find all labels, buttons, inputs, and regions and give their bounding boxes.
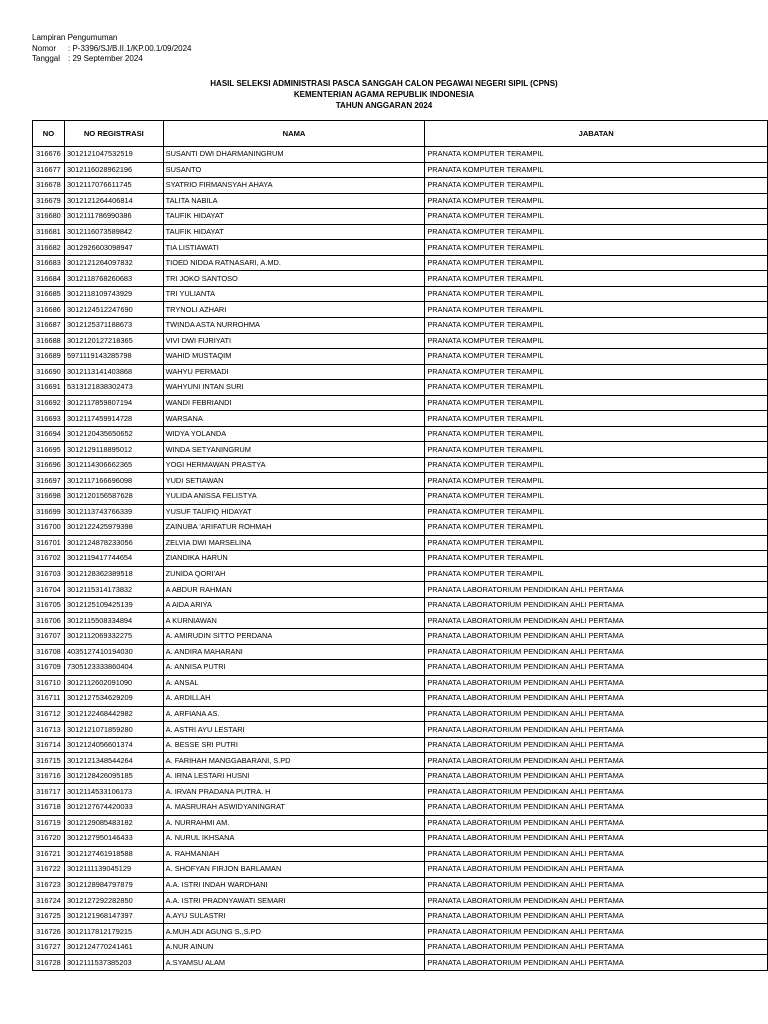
row-registration: 7305123333860404 <box>64 660 163 676</box>
header-nama: NAMA <box>163 121 425 147</box>
row-name: ZELVIA DWI MARSELINA <box>163 535 425 551</box>
row-no: 316713 <box>33 722 65 738</box>
row-name: TRI JOKO SANTOSO <box>163 271 425 287</box>
row-no: 316720 <box>33 831 65 847</box>
table-row <box>33 271 768 287</box>
table-row <box>33 302 768 318</box>
row-name: A.A. ISTRI PRADNYAWATI SEMARI <box>163 893 425 909</box>
row-registration: 3012122425979398 <box>64 520 163 536</box>
table-row <box>33 473 768 489</box>
table-row <box>33 333 768 349</box>
row-registration: 3012113743766339 <box>64 504 163 520</box>
row-position: PRANATA LABORATORIUM PENDIDIKAN AHLI PERTAMA <box>425 877 768 893</box>
row-position: PRANATA KOMPUTER TERAMPIL <box>425 162 768 178</box>
row-position: PRANATA LABORATORIUM PENDIDIKAN AHLI PERTAMA <box>425 893 768 909</box>
row-registration: 3012112602091090 <box>64 675 163 691</box>
row-name: TAUFIK HIDAYAT <box>163 224 425 240</box>
table-row <box>33 178 768 194</box>
row-no: 316680 <box>33 209 65 225</box>
row-no: 316697 <box>33 473 65 489</box>
table-body <box>33 147 768 971</box>
row-no: 316688 <box>33 333 65 349</box>
row-no: 316723 <box>33 877 65 893</box>
row-name: ZIANDIKA HARUN <box>163 551 425 567</box>
row-position: PRANATA LABORATORIUM PENDIDIKAN AHLI PERTAMA <box>425 582 768 598</box>
attachment-title: Lampiran Pengumuman <box>32 33 118 42</box>
row-no: 316687 <box>33 318 65 334</box>
nomor-label: Nomor <box>32 43 57 53</box>
row-registration: 3012124512247690 <box>64 302 163 318</box>
row-registration: 3012116073589842 <box>64 224 163 240</box>
row-registration: 3012124878233056 <box>64 535 163 551</box>
table-row <box>33 784 768 800</box>
row-name: A AIDA ARIYA <box>163 597 425 613</box>
row-no: 316701 <box>33 535 65 551</box>
row-registration: 3012926603098947 <box>64 240 163 256</box>
row-registration: 3012111537385203 <box>64 955 163 971</box>
row-position: PRANATA LABORATORIUM PENDIDIKAN AHLI PERTAMA <box>425 815 768 831</box>
table-row <box>33 862 768 878</box>
table-row <box>33 209 768 225</box>
row-no: 316686 <box>33 302 65 318</box>
row-position: PRANATA KOMPUTER TERAMPIL <box>425 535 768 551</box>
row-registration: 3012117166696098 <box>64 473 163 489</box>
row-position: PRANATA LABORATORIUM PENDIDIKAN AHLI PERTAMA <box>425 597 768 613</box>
table-row <box>33 147 768 163</box>
row-no: 316711 <box>33 691 65 707</box>
row-registration: 3012121968147397 <box>64 908 163 924</box>
table-row <box>33 613 768 629</box>
row-position: PRANATA KOMPUTER TERAMPIL <box>425 364 768 380</box>
row-position: PRANATA KOMPUTER TERAMPIL <box>425 411 768 427</box>
row-registration: 3012117859807194 <box>64 395 163 411</box>
row-no: 316694 <box>33 426 65 442</box>
row-name: A. ANNISA PUTRI <box>163 660 425 676</box>
table-row <box>33 255 768 271</box>
row-registration: 4035127410194030 <box>64 644 163 660</box>
row-position: PRANATA KOMPUTER TERAMPIL <box>425 520 768 536</box>
row-registration: 3012117459914728 <box>64 411 163 427</box>
row-name: TIOED NIDDA RATNASARI, A.MD. <box>163 255 425 271</box>
table-row <box>33 162 768 178</box>
row-no: 316705 <box>33 597 65 613</box>
row-name: WAHID MUSTAQIM <box>163 349 425 365</box>
row-name: SUSANTO <box>163 162 425 178</box>
table-row <box>33 846 768 862</box>
row-no: 316677 <box>33 162 65 178</box>
row-position: PRANATA LABORATORIUM PENDIDIKAN AHLI PERTAMA <box>425 722 768 738</box>
row-no: 316716 <box>33 768 65 784</box>
row-position: PRANATA KOMPUTER TERAMPIL <box>425 209 768 225</box>
row-name: YOGI HERMAWAN PRASTYA <box>163 457 425 473</box>
row-no: 316685 <box>33 286 65 302</box>
table-row <box>33 597 768 613</box>
row-no: 316718 <box>33 799 65 815</box>
row-position: PRANATA KOMPUTER TERAMPIL <box>425 457 768 473</box>
table-row <box>33 660 768 676</box>
row-position: PRANATA LABORATORIUM PENDIDIKAN AHLI PERTAMA <box>425 691 768 707</box>
row-registration: 3012127534629209 <box>64 691 163 707</box>
tanggal-line <box>32 54 192 65</box>
header-jabatan: JABATAN <box>425 121 768 147</box>
row-registration: 5313121838302473 <box>64 380 163 396</box>
row-no: 316726 <box>33 924 65 940</box>
row-position: PRANATA KOMPUTER TERAMPIL <box>425 380 768 396</box>
table-row <box>33 628 768 644</box>
row-name: SUSANTI DWI DHARMANINGRUM <box>163 147 425 163</box>
row-registration: 3012121047532519 <box>64 147 163 163</box>
row-registration: 3012111139045129 <box>64 862 163 878</box>
table-row <box>33 691 768 707</box>
row-position: PRANATA KOMPUTER TERAMPIL <box>425 473 768 489</box>
row-registration: 3012113141403868 <box>64 364 163 380</box>
row-position: PRANATA LABORATORIUM PENDIDIKAN AHLI PERTAMA <box>425 644 768 660</box>
header-no: NO <box>33 121 65 147</box>
row-position: PRANATA LABORATORIUM PENDIDIKAN AHLI PERTAMA <box>425 846 768 862</box>
table-row <box>33 924 768 940</box>
row-name: ZAINUBA 'ARIFATUR ROHMAH <box>163 520 425 536</box>
row-no: 316721 <box>33 846 65 862</box>
row-name: TWINDA ASTA NURROHMA <box>163 318 425 334</box>
row-position: PRANATA KOMPUTER TERAMPIL <box>425 147 768 163</box>
row-name: A. NURRAHMI AM. <box>163 815 425 831</box>
row-position: PRANATA KOMPUTER TERAMPIL <box>425 395 768 411</box>
heading-line-2: KEMENTERIAN AGAMA REPUBLIK INDONESIA <box>293 90 475 99</box>
table-row <box>33 411 768 427</box>
table-row <box>33 489 768 505</box>
row-name: A. BESSE SRI PUTRI <box>163 737 425 753</box>
nomor-line <box>32 44 192 55</box>
row-name: YUDI SETIAWAN <box>163 473 425 489</box>
table-row <box>33 426 768 442</box>
table-row <box>33 722 768 738</box>
row-name: WAHYU PERMADI <box>163 364 425 380</box>
row-position: PRANATA KOMPUTER TERAMPIL <box>425 349 768 365</box>
table-row <box>33 753 768 769</box>
row-position: PRANATA LABORATORIUM PENDIDIKAN AHLI PERTAMA <box>425 660 768 676</box>
document-meta <box>32 33 192 65</box>
row-name: TRYNOLI AZHARI <box>163 302 425 318</box>
row-no: 316708 <box>33 644 65 660</box>
tanggal-value: : 29 September 2024 <box>68 54 143 63</box>
row-name: A. ARFIANA AS. <box>163 706 425 722</box>
row-position: PRANATA LABORATORIUM PENDIDIKAN AHLI PERTAMA <box>425 831 768 847</box>
row-position: PRANATA LABORATORIUM PENDIDIKAN AHLI PERTAMA <box>425 613 768 629</box>
row-name: YUSUF TAUFIQ HIDAYAT <box>163 504 425 520</box>
table-row <box>33 768 768 784</box>
row-position: PRANATA KOMPUTER TERAMPIL <box>425 302 768 318</box>
row-no: 316689 <box>33 349 65 365</box>
row-name: A.MUH.ADI AGUNG S.,S.PD <box>163 924 425 940</box>
row-name: ZUNIDA QORI'AH <box>163 566 425 582</box>
header-no-registrasi: NO REGISTRASI <box>64 121 163 147</box>
row-position: PRANATA KOMPUTER TERAMPIL <box>425 442 768 458</box>
nomor-value: : P-3396/SJ/B.II.1/KP.00.1/09/2024 <box>68 43 192 53</box>
row-position: PRANATA KOMPUTER TERAMPIL <box>425 178 768 194</box>
row-no: 316712 <box>33 706 65 722</box>
row-no: 316725 <box>33 908 65 924</box>
row-position: PRANATA LABORATORIUM PENDIDIKAN AHLI PERTAMA <box>425 675 768 691</box>
row-position: PRANATA LABORATORIUM PENDIDIKAN AHLI PERTAMA <box>425 784 768 800</box>
row-no: 316693 <box>33 411 65 427</box>
table-row <box>33 349 768 365</box>
table-row <box>33 364 768 380</box>
row-name: WARSANA <box>163 411 425 427</box>
row-name: YULIDA ANISSA FELISTYA <box>163 489 425 505</box>
row-position: PRANATA LABORATORIUM PENDIDIKAN AHLI PERTAMA <box>425 862 768 878</box>
table-row <box>33 939 768 955</box>
row-name: A. SHOFYAN FIRJON BARLAMAN <box>163 862 425 878</box>
row-registration: 3012122468442982 <box>64 706 163 722</box>
row-name: A. IRVAN PRADANA PUTRA. H <box>163 784 425 800</box>
table-row <box>33 831 768 847</box>
row-registration: 3012121071859280 <box>64 722 163 738</box>
row-registration: 3012124770241461 <box>64 939 163 955</box>
row-position: PRANATA KOMPUTER TERAMPIL <box>425 318 768 334</box>
row-position: PRANATA LABORATORIUM PENDIDIKAN AHLI PERTAMA <box>425 768 768 784</box>
row-registration: 3012118768260683 <box>64 271 163 287</box>
row-position: PRANATA LABORATORIUM PENDIDIKAN AHLI PERTAMA <box>425 955 768 971</box>
table-row <box>33 240 768 256</box>
row-name: A.A. ISTRI INDAH WARDHANI <box>163 877 425 893</box>
row-registration: 3012128984797879 <box>64 877 163 893</box>
row-name: A. AMIRUDIN SITTO PERDANA <box>163 628 425 644</box>
row-position: PRANATA LABORATORIUM PENDIDIKAN AHLI PERTAMA <box>425 924 768 940</box>
row-no: 316709 <box>33 660 65 676</box>
row-name: A. FARIHAH MANGGABARANI, S.PD <box>163 753 425 769</box>
table-row <box>33 551 768 567</box>
table-row <box>33 380 768 396</box>
table-row <box>33 815 768 831</box>
row-name: WAHYUNI INTAN SURI <box>163 380 425 396</box>
row-no: 316714 <box>33 737 65 753</box>
row-registration: 3012125109425139 <box>64 597 163 613</box>
row-name: A. ASTRI AYU LESTARI <box>163 722 425 738</box>
table-row <box>33 520 768 536</box>
table-row <box>33 442 768 458</box>
row-registration: 5971119143285798 <box>64 349 163 365</box>
row-no: 316682 <box>33 240 65 256</box>
document-heading <box>0 78 768 111</box>
table-row <box>33 737 768 753</box>
row-name: WIDYA YOLANDA <box>163 426 425 442</box>
row-registration: 3012127674420033 <box>64 799 163 815</box>
row-no: 316678 <box>33 178 65 194</box>
row-no: 316676 <box>33 147 65 163</box>
row-name: WINDA SETYANINGRUM <box>163 442 425 458</box>
row-no: 316727 <box>33 939 65 955</box>
row-registration: 3012114533106173 <box>64 784 163 800</box>
row-no: 316728 <box>33 955 65 971</box>
row-registration: 3012120435650652 <box>64 426 163 442</box>
heading-line-1: HASIL SELEKSI ADMINISTRASI PASCA SANGGAH CALON PEGAWAI NEGERI SIPIL (CPNS) <box>210 79 558 88</box>
table-row <box>33 566 768 582</box>
row-position: PRANATA KOMPUTER TERAMPIL <box>425 286 768 302</box>
row-registration: 3012121264097832 <box>64 255 163 271</box>
table-row <box>33 908 768 924</box>
row-position: PRANATA LABORATORIUM PENDIDIKAN AHLI PERTAMA <box>425 628 768 644</box>
row-registration: 3012115314173832 <box>64 582 163 598</box>
row-registration: 3012121264406814 <box>64 193 163 209</box>
row-name: TRI YULIANTA <box>163 286 425 302</box>
row-name: VIVI DWI FIJRIYATI <box>163 333 425 349</box>
table-row <box>33 535 768 551</box>
row-position: PRANATA KOMPUTER TERAMPIL <box>425 489 768 505</box>
row-registration: 3012118109743929 <box>64 286 163 302</box>
row-no: 316703 <box>33 566 65 582</box>
row-position: PRANATA LABORATORIUM PENDIDIKAN AHLI PERTAMA <box>425 706 768 722</box>
row-registration: 3012129085483182 <box>64 815 163 831</box>
row-position: PRANATA LABORATORIUM PENDIDIKAN AHLI PERTAMA <box>425 939 768 955</box>
table-row <box>33 395 768 411</box>
row-position: PRANATA KOMPUTER TERAMPIL <box>425 551 768 567</box>
row-registration: 3012127292282850 <box>64 893 163 909</box>
row-registration: 3012117076611745 <box>64 178 163 194</box>
row-registration: 3012127461918588 <box>64 846 163 862</box>
table-row <box>33 955 768 971</box>
row-registration: 3012119417744654 <box>64 551 163 567</box>
row-position: PRANATA KOMPUTER TERAMPIL <box>425 271 768 287</box>
row-name: A. IRNA LESTARI HUSNI <box>163 768 425 784</box>
row-no: 316690 <box>33 364 65 380</box>
row-name: A ABDUR RAHMAN <box>163 582 425 598</box>
tanggal-label: Tanggal <box>32 54 61 63</box>
row-name: A. MASRURAH ASWIDYANINGRAT <box>163 799 425 815</box>
row-registration: 3012112069332275 <box>64 628 163 644</box>
row-position: PRANATA KOMPUTER TERAMPIL <box>425 504 768 520</box>
row-name: A. ARDILLAH <box>163 691 425 707</box>
table-row <box>33 286 768 302</box>
row-name: A.SYAMSU ALAM <box>163 955 425 971</box>
row-registration: 3012121348544264 <box>64 753 163 769</box>
row-no: 316679 <box>33 193 65 209</box>
row-position: PRANATA KOMPUTER TERAMPIL <box>425 255 768 271</box>
row-registration: 3012127950146433 <box>64 831 163 847</box>
row-position: PRANATA LABORATORIUM PENDIDIKAN AHLI PERTAMA <box>425 737 768 753</box>
table-row <box>33 799 768 815</box>
row-no: 316717 <box>33 784 65 800</box>
row-position: PRANATA KOMPUTER TERAMPIL <box>425 193 768 209</box>
row-name: A. RAHMANIAH <box>163 846 425 862</box>
row-position: PRANATA KOMPUTER TERAMPIL <box>425 566 768 582</box>
table-row <box>33 706 768 722</box>
row-registration: 3012128362389518 <box>64 566 163 582</box>
table-row <box>33 318 768 334</box>
row-position: PRANATA KOMPUTER TERAMPIL <box>425 224 768 240</box>
row-registration: 3012128426095185 <box>64 768 163 784</box>
row-no: 316710 <box>33 675 65 691</box>
row-no: 316691 <box>33 380 65 396</box>
table-header-row <box>33 121 768 147</box>
row-name: A. ANDIRA MAHARANI <box>163 644 425 660</box>
table-row <box>33 504 768 520</box>
row-no: 316683 <box>33 255 65 271</box>
table-row <box>33 893 768 909</box>
row-registration: 3012114306662365 <box>64 457 163 473</box>
row-no: 316681 <box>33 224 65 240</box>
row-name: A.AYU SULASTRI <box>163 908 425 924</box>
row-name: WANDI FEBRIANDI <box>163 395 425 411</box>
row-name: A. NURUL IKHSANA <box>163 831 425 847</box>
row-no: 316706 <box>33 613 65 629</box>
row-no: 316696 <box>33 457 65 473</box>
row-no: 316684 <box>33 271 65 287</box>
row-position: PRANATA LABORATORIUM PENDIDIKAN AHLI PERTAMA <box>425 799 768 815</box>
row-name: SYATRIO FIRMANSYAH AHAYA <box>163 178 425 194</box>
row-no: 316692 <box>33 395 65 411</box>
row-registration: 3012117812179215 <box>64 924 163 940</box>
row-name: A. ANSAL <box>163 675 425 691</box>
row-name: TAUFIK HIDAYAT <box>163 209 425 225</box>
row-no: 316715 <box>33 753 65 769</box>
row-name: A KURNIAWAN <box>163 613 425 629</box>
row-name: TIA LISTIAWATI <box>163 240 425 256</box>
table-row <box>33 582 768 598</box>
row-no: 316698 <box>33 489 65 505</box>
row-no: 316704 <box>33 582 65 598</box>
row-registration: 3012111786990386 <box>64 209 163 225</box>
row-no: 316700 <box>33 520 65 536</box>
table-row <box>33 877 768 893</box>
row-no: 316707 <box>33 628 65 644</box>
row-position: PRANATA LABORATORIUM PENDIDIKAN AHLI PERTAMA <box>425 908 768 924</box>
row-name: A.NUR AINUN <box>163 939 425 955</box>
table-row <box>33 457 768 473</box>
row-no: 316722 <box>33 862 65 878</box>
row-no: 316702 <box>33 551 65 567</box>
row-no: 316695 <box>33 442 65 458</box>
row-registration: 3012120156587628 <box>64 489 163 505</box>
row-registration: 3012129118895012 <box>64 442 163 458</box>
table-row <box>33 193 768 209</box>
results-table <box>32 120 768 971</box>
row-no: 316719 <box>33 815 65 831</box>
row-no: 316699 <box>33 504 65 520</box>
heading-line-3: TAHUN ANGGARAN 2024 <box>335 101 433 110</box>
row-registration: 3012124056601374 <box>64 737 163 753</box>
row-position: PRANATA KOMPUTER TERAMPIL <box>425 240 768 256</box>
row-no: 316724 <box>33 893 65 909</box>
row-position: PRANATA LABORATORIUM PENDIDIKAN AHLI PERTAMA <box>425 753 768 769</box>
table-row <box>33 224 768 240</box>
row-name: TALITA NABILA <box>163 193 425 209</box>
row-position: PRANATA KOMPUTER TERAMPIL <box>425 426 768 442</box>
row-registration: 3012125371188673 <box>64 318 163 334</box>
row-position: PRANATA KOMPUTER TERAMPIL <box>425 333 768 349</box>
table-row <box>33 675 768 691</box>
row-registration: 3012120127218365 <box>64 333 163 349</box>
row-registration: 3012116028962196 <box>64 162 163 178</box>
table-row <box>33 644 768 660</box>
row-registration: 3012115508334894 <box>64 613 163 629</box>
